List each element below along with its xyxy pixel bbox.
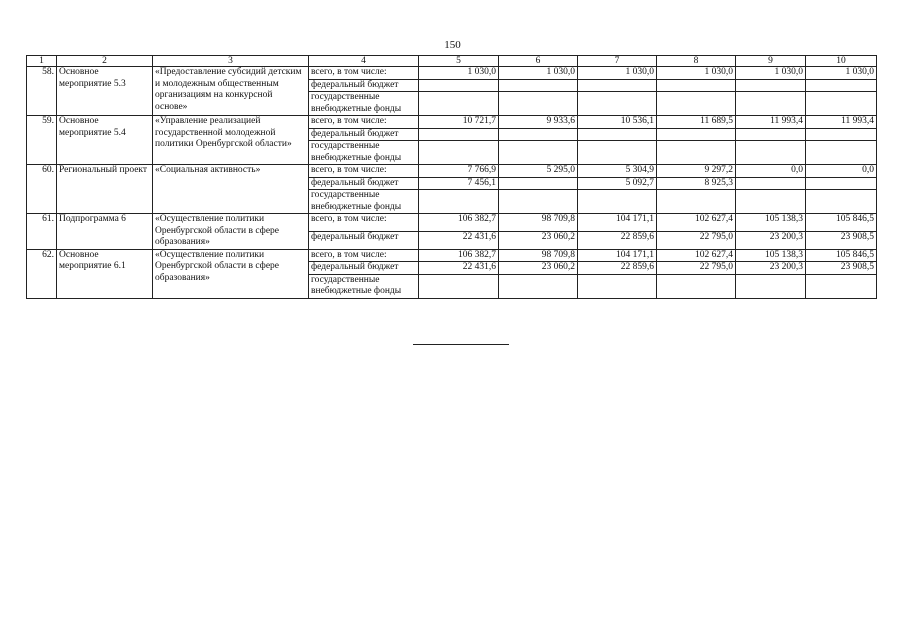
value-cell <box>419 141 499 165</box>
table-header-row <box>27 56 877 67</box>
row-number: 58. <box>27 67 57 116</box>
value-cell <box>419 128 499 141</box>
value-cell: 102 627,4 <box>657 214 736 232</box>
funding-source: всего, в том числе: <box>309 214 419 232</box>
value-cell: 1 030,0 <box>736 67 806 80</box>
funding-source: государственные внебюджетные фонды <box>309 190 419 214</box>
row-number: 62. <box>27 249 57 298</box>
value-cell: 1 030,0 <box>806 67 877 80</box>
page-number: 150 <box>444 39 461 51</box>
funding-source: государственные внебюджетные фонды <box>309 274 419 298</box>
value-cell <box>499 177 578 190</box>
value-cell: 98 709,8 <box>499 214 578 232</box>
value-cell <box>806 141 877 165</box>
value-cell: 22 431,6 <box>419 262 499 275</box>
value-cell: 1 030,0 <box>419 67 499 80</box>
value-cell <box>806 128 877 141</box>
value-cell: 8 925,3 <box>657 177 736 190</box>
value-cell: 9 933,6 <box>499 116 578 129</box>
value-cell <box>499 141 578 165</box>
funding-source: государственные внебюджетные фонды <box>309 92 419 116</box>
value-cell <box>736 92 806 116</box>
value-cell: 23 060,2 <box>499 231 578 249</box>
column-header: 4 <box>309 56 419 67</box>
value-cell: 105 138,3 <box>736 249 806 262</box>
column-header: 2 <box>57 56 153 67</box>
value-cell <box>578 128 657 141</box>
row-number: 60. <box>27 165 57 214</box>
column-header: 9 <box>736 56 806 67</box>
value-cell <box>806 190 877 214</box>
value-cell: 11 993,4 <box>806 116 877 129</box>
value-cell: 1 030,0 <box>578 67 657 80</box>
table-row <box>27 214 877 232</box>
closing-rule <box>413 344 509 345</box>
value-cell <box>578 190 657 214</box>
table-row <box>27 116 877 129</box>
program-type: Региональный проект <box>57 165 153 214</box>
value-cell: 9 297,2 <box>657 165 736 178</box>
funding-source: федеральный бюджет <box>309 177 419 190</box>
value-cell <box>657 128 736 141</box>
value-cell: 22 859,6 <box>578 262 657 275</box>
value-cell <box>578 92 657 116</box>
value-cell: 105 846,5 <box>806 249 877 262</box>
row-number: 61. <box>27 214 57 250</box>
column-header: 5 <box>419 56 499 67</box>
value-cell <box>736 128 806 141</box>
value-cell: 22 795,0 <box>657 231 736 249</box>
program-type: Подпрограмма 6 <box>57 214 153 250</box>
value-cell <box>736 274 806 298</box>
value-cell <box>578 141 657 165</box>
value-cell: 11 689,5 <box>657 116 736 129</box>
value-cell: 0,0 <box>806 165 877 178</box>
value-cell: 22 859,6 <box>578 231 657 249</box>
funding-source: государственные внебюджетные фонды <box>309 141 419 165</box>
value-cell <box>499 190 578 214</box>
program-name: «Социальная активность» <box>153 165 309 214</box>
value-cell <box>736 190 806 214</box>
column-header: 1 <box>27 56 57 67</box>
value-cell: 105 138,3 <box>736 214 806 232</box>
value-cell: 22 431,6 <box>419 231 499 249</box>
value-cell: 22 795,0 <box>657 262 736 275</box>
program-name: «Управление реализацией государственной молодежной политики Оренбургской области» <box>153 116 309 165</box>
funding-source: федеральный бюджет <box>309 231 419 249</box>
column-header: 6 <box>499 56 578 67</box>
value-cell <box>419 92 499 116</box>
funding-source: федеральный бюджет <box>309 79 419 92</box>
program-type: Основное мероприятие 6.1 <box>57 249 153 298</box>
program-name: «Осуществление политики Оренбургской области в сфере образования» <box>153 249 309 298</box>
program-type: Основное мероприятие 5.3 <box>57 67 153 116</box>
value-cell <box>499 79 578 92</box>
value-cell: 98 709,8 <box>499 249 578 262</box>
value-cell <box>806 92 877 116</box>
value-cell: 23 908,5 <box>806 231 877 249</box>
value-cell <box>657 190 736 214</box>
value-cell <box>657 141 736 165</box>
funding-source: федеральный бюджет <box>309 262 419 275</box>
value-cell <box>806 79 877 92</box>
table-row <box>27 249 877 262</box>
value-cell: 10 721,7 <box>419 116 499 129</box>
value-cell <box>419 79 499 92</box>
column-header: 8 <box>657 56 736 67</box>
value-cell: 7 456,1 <box>419 177 499 190</box>
value-cell <box>419 274 499 298</box>
funding-source: всего, в том числе: <box>309 67 419 80</box>
funding-source: всего, в том числе: <box>309 249 419 262</box>
value-cell: 106 382,7 <box>419 249 499 262</box>
value-cell: 104 171,1 <box>578 214 657 232</box>
program-type: Основное мероприятие 5.4 <box>57 116 153 165</box>
value-cell <box>499 92 578 116</box>
value-cell <box>657 92 736 116</box>
funding-source: всего, в том числе: <box>309 116 419 129</box>
funding-source: всего, в том числе: <box>309 165 419 178</box>
value-cell <box>657 79 736 92</box>
value-cell <box>736 177 806 190</box>
value-cell: 23 200,3 <box>736 262 806 275</box>
value-cell: 23 200,3 <box>736 231 806 249</box>
column-header: 3 <box>153 56 309 67</box>
value-cell <box>806 177 877 190</box>
value-cell <box>499 128 578 141</box>
program-name: «Предоставление субсидий детским и молодежным общественным организациям на конкурсной основе» <box>153 67 309 116</box>
value-cell: 7 766,9 <box>419 165 499 178</box>
value-cell <box>419 190 499 214</box>
value-cell <box>657 274 736 298</box>
row-number: 59. <box>27 116 57 165</box>
value-cell <box>736 141 806 165</box>
program-name: «Осуществление политики Оренбургской области в сфере образования» <box>153 214 309 250</box>
value-cell <box>736 79 806 92</box>
value-cell: 10 536,1 <box>578 116 657 129</box>
table-row <box>27 67 877 80</box>
value-cell: 106 382,7 <box>419 214 499 232</box>
budget-table <box>26 55 877 299</box>
value-cell: 1 030,0 <box>657 67 736 80</box>
value-cell <box>806 274 877 298</box>
value-cell: 104 171,1 <box>578 249 657 262</box>
value-cell <box>499 274 578 298</box>
value-cell: 23 060,2 <box>499 262 578 275</box>
column-header: 7 <box>578 56 657 67</box>
value-cell: 5 092,7 <box>578 177 657 190</box>
value-cell: 5 295,0 <box>499 165 578 178</box>
value-cell: 5 304,9 <box>578 165 657 178</box>
value-cell: 105 846,5 <box>806 214 877 232</box>
table-row <box>27 165 877 178</box>
value-cell: 102 627,4 <box>657 249 736 262</box>
value-cell <box>578 79 657 92</box>
value-cell: 23 908,5 <box>806 262 877 275</box>
value-cell: 0,0 <box>736 165 806 178</box>
value-cell: 1 030,0 <box>499 67 578 80</box>
value-cell <box>578 274 657 298</box>
funding-source: федеральный бюджет <box>309 128 419 141</box>
column-header: 10 <box>806 56 877 67</box>
value-cell: 11 993,4 <box>736 116 806 129</box>
